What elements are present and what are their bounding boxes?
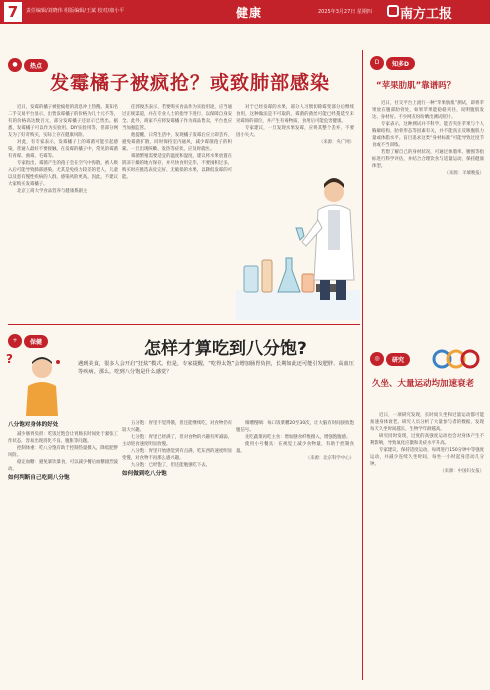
research-paragraph: 研究同时发现，过度的高强度运动也会对身体产生不利影响，导致氧化应激和炎症水平升高。 [370, 434, 484, 446]
feature-paragraph: 减少肠胃负担：吃饭过饱会让胃肠长时间处于紧张工作状态，容易出现消化不良、腹胀等问题。 [8, 432, 118, 444]
feature-tag [8, 334, 48, 348]
main-column-1 [8, 104, 118, 195]
feature-subhead: 如何判断自己吃到八分饱 [8, 475, 70, 481]
feature-column-3 [236, 420, 354, 462]
feature-lead: 遇到美食，很多人会开启“狂炫”模式。但是，专家提醒，“吃得太饱”会增加肠胃负担，长期如此还可能引发肥胖、高血压等疾病。那么，吃到八分饱是什么感觉？ [78, 361, 354, 375]
sidebar-tag [370, 56, 415, 70]
info-icon: D [370, 56, 384, 70]
research-title: 久坐、大量运动均加速衰老 [372, 379, 475, 389]
feature-subhead: 如何做到吃八分饱 [122, 471, 167, 477]
research-tag [370, 352, 410, 366]
feature-subhead: 八分饱对身体的好处 [8, 422, 59, 428]
feature-headline: 怎样才算吃到八分饱? [144, 339, 307, 359]
column-divider [362, 50, 363, 680]
research-paragraph: 专家建议，保持适度运动，每周进行150分钟中等强度运动，并减少连续久坐时间，每坐一小时起身活动几分钟。 [370, 448, 484, 467]
main-source: （来源：央广网） [318, 140, 354, 145]
feature-paragraph: 细嚼慢咽：每口饭菜嚼20至30次，让大脑有时间接收饱腹信号。 [236, 421, 354, 433]
sidebar-title: “苹果肋肌”靠谱吗？ [376, 81, 456, 91]
question-mark-icon: ? [6, 352, 13, 366]
feature-column-1 [8, 420, 118, 484]
main-paragraph: 他提醒，日常生活中，发现橘子发霉后应立即丢弃，避免霉菌扩散，同时保持室内通风，减少霉菌孢子的积累。一旦出现咳嗽、发热等症状，应及时就医。 [122, 133, 232, 152]
feature-paragraph: 七分饱：胃里已经满了，但对食物的兴趣有所减弱，主动进食速度明显放慢。 [122, 435, 232, 447]
sidebar-paragraph: 若想了解自己的身材状况，可通过体脂率、腰围等指标进行科学评估，并结合合理饮食与适量运动，保持健康体型。 [372, 150, 484, 169]
feature-column-2 [122, 420, 232, 480]
page-number: 7 [4, 2, 22, 22]
feature-paragraph: 使用小号餐具：在视觉上减少食物量，有助于控制食量。 [236, 442, 354, 454]
issue-date: 2025年3月27日 星期四 [318, 9, 372, 15]
main-paragraph: 任郭俊杰表示，若要购买食品作为实验用途，应当通过正规渠道，并在专业人士的指导下进行，以保障自身安全。此外，商家不应将发霉橘子作为商品售卖，平台也应当加强监管。 [122, 105, 232, 131]
feature-source: （来源：北京科学中心） [305, 456, 354, 461]
main-paragraph: 近日，发霉的橘子被抢疯抢的消息冲上热搜。某知名二手交易平台显示，出售发霉橘子的价格为几十元不等，有的价格高达数百元，部分发霉橘子还显示已售出。据悉，发霉橘子可以作为实验用、DIY实验用等，但部分网友为了好奇购买，实际上存在健康风险。 [8, 105, 118, 138]
hot-tag-label: 热点 [24, 59, 48, 72]
feature-paragraph: 稳定血糖：避免暴饮暴食，可以减少餐后血糖剧烈波动。 [8, 460, 118, 472]
hot-tag [8, 58, 48, 72]
feature-paragraph: 先吃蔬菜再吃主食：增加膳食纤维摄入，增强饱腹感。 [245, 435, 351, 440]
feature-paragraph: 九分饱：已经饱了，但还能勉强吃下去。 [131, 463, 211, 468]
exercise-rings-illustration [430, 344, 482, 374]
sidebar-paragraph: 近日，社交平台上流行一种“苹果肋肌”测试，即将苹果放在腹部肋骨处，如果苹果能稳稳夹住，说明腹肌发达、身材好。不少网友纷纷晒出测试照片。 [372, 101, 484, 120]
research-paragraph: 近日，一项研究发现，长时间久坐和过量运动都可能加速身体衰老。研究人员分析了大量参与者的数据，发现每天久坐时间越长，生物学年龄越高。 [370, 413, 484, 432]
main-paragraph: 对此，有专家表示，发霉橘子上的霉菌可能引起感染，普通人最好不要接触。在发霉的橘子中，常见的霉菌有青霉、曲霉、毛霉等。 [8, 140, 118, 159]
sidebar-paragraph: 专家表示，这种测试并不科学。能否夹住苹果与个人胸廓结构、肋骨形态等因素有关，并不能真正反映腹肌力量或体脂水平。盲目追求这类“身材标准”可能导致过度节食或不当训练。 [372, 122, 484, 148]
person-illustration [14, 352, 70, 416]
main-column-3 [236, 104, 354, 146]
section-divider [8, 324, 360, 325]
main-headline: 发霉橘子被疯抢？或致肺部感染 [50, 72, 331, 94]
brand-logo-icon [387, 5, 399, 17]
feature-paragraph: 控制体重：吃八分饱有助于控制热量摄入，降低肥胖风险。 [8, 446, 118, 458]
sidebar-body [372, 100, 484, 177]
sidebar-source: （来源：羊城晚报） [444, 171, 484, 176]
feature-tag-label: 保健 [24, 335, 48, 348]
sidebar-tag-label: 知多D [386, 57, 415, 70]
research-tag-label: 研究 [386, 353, 410, 366]
hot-icon: ● [8, 58, 22, 72]
research-source: （来源：中国妇女报） [440, 469, 484, 474]
main-paragraph: 对于已经发霉的水果，部分人习惯切除霉变部分后继续食用，这种做法是不可取的。霉菌的菌丝可能已经蔓延至未见霉斑的部位，并产生有毒物质，食用后可能危害健康。 [236, 105, 354, 124]
main-paragraph: 专家建议，一旦发现水果发霉，应将其整个丢弃，不要因小失大。 [236, 126, 354, 138]
brand-name: 南方工报 [400, 7, 453, 22]
sidebar-apple-ribs [366, 50, 490, 340]
section-title: 健康 [236, 6, 263, 20]
main-paragraph: 专家指出，霉菌产生的孢子会在空气中弥散，被人吸入后可能导致肺部感染。尤其是免疫力较差的老人、儿童以及患有慢性疾病的人群，感染风险更高。因此，不建议大家购买发霉橘子。 [8, 161, 118, 187]
main-paragraph: 霉菌繁殖需要适宜的温度和湿度，建议将水果放置在阴凉干燥的地方保存，并尽快食用完毕，不要囤积过多。购买时应挑选表皮完好、无破损的水果，以降低发霉的可能。 [122, 154, 232, 180]
research-icon: ◎ [370, 352, 384, 366]
health-icon: + [8, 334, 22, 348]
masthead [0, 0, 490, 24]
editor-credits: 责任编辑/刘晓伟 组版编辑/王斌 校对/康小平 [26, 8, 125, 14]
main-paragraph: 北京工商大学食品营养与健康系副主 [17, 189, 88, 194]
main-column-2 [122, 104, 232, 181]
scientist-illustration [236, 170, 360, 320]
feature-paragraph: 八分饱：胃里开始感觉到有点满，吃东西的速度明显变慢，对食物不再那么感兴趣。 [122, 449, 232, 461]
feature-paragraph: 五分饱：胃里不觉得饿，但还能继续吃，对食物仍有较大兴趣。 [122, 421, 232, 433]
research-body [370, 412, 484, 475]
